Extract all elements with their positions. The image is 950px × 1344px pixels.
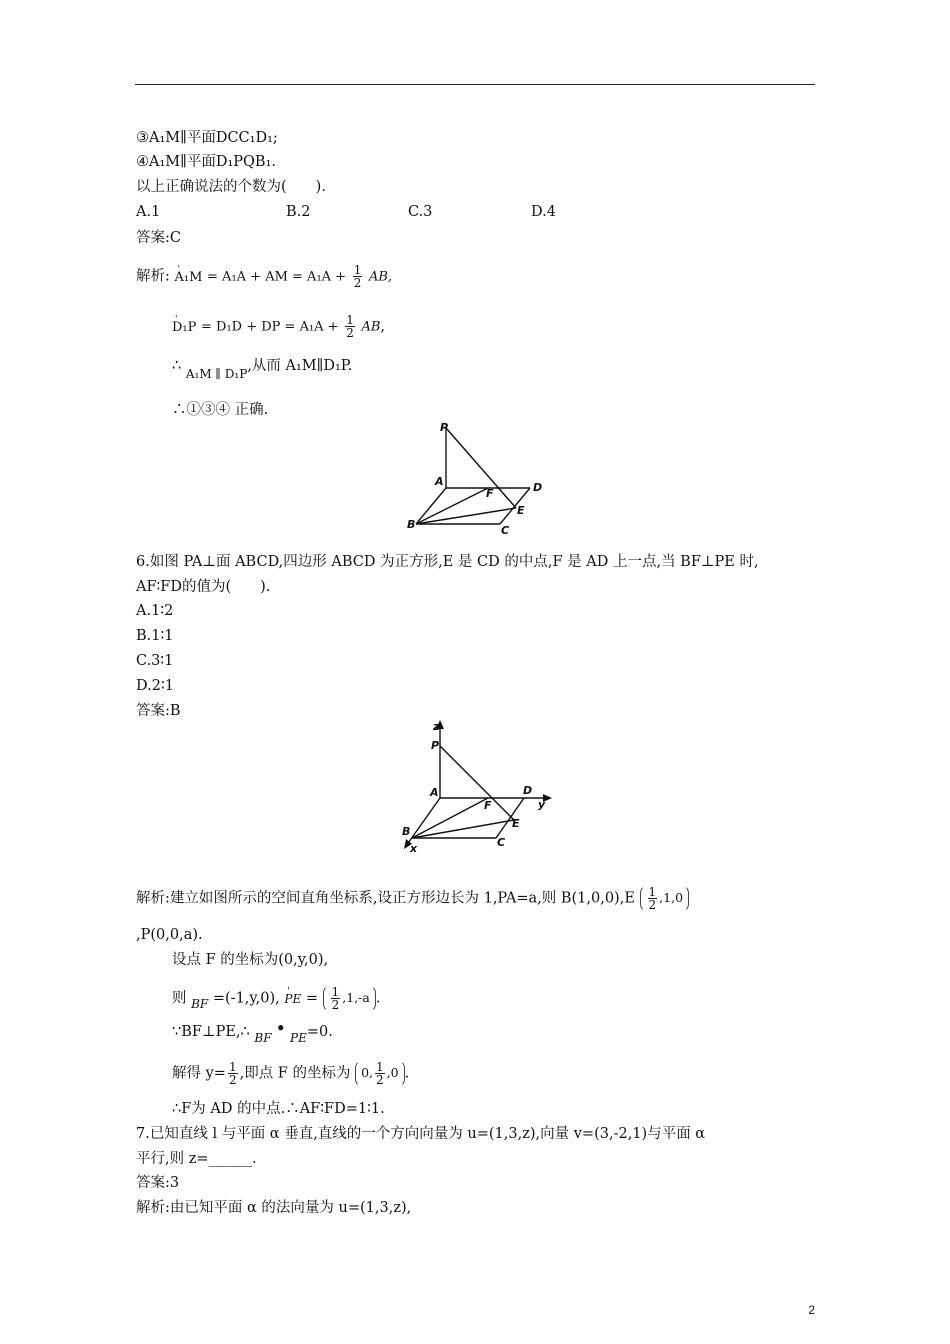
q6-answer: 答案:B <box>136 703 181 719</box>
q7-stem-line-1: 7.已知直线 l 与平面 α 垂直,直线的一个方向向量为 u=(1,3,z),向量 v=(3,-2,1)与平面 α <box>136 1126 706 1142</box>
q5-solution-line-1 <box>136 264 392 289</box>
q5-choice-a: A.1 <box>136 204 161 220</box>
axis-label-x: x <box>410 842 418 855</box>
dot-product-symbol: • <box>276 1020 286 1037</box>
f-coordinates: 0, $\frac{1}{2}$ ,0 <box>355 1060 405 1087</box>
label-e: E <box>517 504 525 517</box>
fraction-half: $\frac{1}{2}$ <box>353 263 362 290</box>
vector-pe: PE <box>290 1031 307 1045</box>
q6-choice-a: A.1∶2 <box>136 603 174 619</box>
q6-solution-line-1 <box>136 885 689 912</box>
vector-ab: AB <box>361 319 381 335</box>
q5-choice-b: B.2 <box>286 204 311 220</box>
equation-1: = A₁A + AM = A₁A + <box>207 269 347 285</box>
vector-d1p: ' D₁P <box>172 320 196 335</box>
q5-answer: 答案:C <box>136 230 181 246</box>
q6-stem-line-1: 6.如图 PA⊥面 ABCD,四边形 ABCD 为正方形,E 是 CD 的中点,F 是 AD 上一点,当 BF⊥PE 时, <box>136 554 759 570</box>
q6-solution-line-5: 解得 y= $\frac{1}{2}$ ,即点 F 的坐标为 0, $\frac{1}{2}$ ,0 . <box>172 1060 410 1087</box>
vector-bf: BF <box>254 1031 272 1045</box>
label-a: A <box>435 475 444 488</box>
axis-label-z: z <box>433 720 440 733</box>
q5-solution-line-3 <box>172 356 353 381</box>
e-coordinates: $\frac{1}{2}$ ,1,0 <box>640 885 690 912</box>
label-d: D <box>533 481 543 494</box>
q7-stem-line-2: 平行,则 z=______. <box>136 1151 257 1167</box>
label-a: A <box>430 786 439 799</box>
vector-bf: BF <box>191 996 209 1011</box>
q6-solution-line-1b: ,P(0,0,a). <box>136 927 203 943</box>
option-3: ③A₁M∥平面DCC₁D₁; <box>136 130 278 146</box>
label-b: B <box>402 825 411 838</box>
label-c: C <box>501 524 510 536</box>
therefore-symbol: ∴ <box>172 358 182 374</box>
equation-2: = D₁D + DP = A₁A + <box>201 319 339 335</box>
figure-pyramid-1 <box>400 418 560 536</box>
q6-choice-d: D.2∶1 <box>136 678 174 694</box>
fraction-half: $\frac{1}{2}$ <box>228 1060 237 1087</box>
q5-choice-c: C.3 <box>408 204 433 220</box>
q6-choice-c: C.3∶1 <box>136 653 174 669</box>
figure-pyramid-2-axes <box>396 716 562 856</box>
label-d: D <box>523 784 533 797</box>
label-f: F <box>486 487 494 500</box>
solution-label: 解析: <box>136 268 170 285</box>
q7-solution: 解析:由已知平面 α 的法向量为 u=(1,3,z), <box>136 1200 412 1216</box>
vector-ab: AB, <box>368 269 393 285</box>
q6-solution-line-6: ∴F为 AD 的中点.∴AF∶FD=1∶1. <box>172 1101 385 1117</box>
label-p: P <box>431 739 440 752</box>
q5-choice-d: D.4 <box>531 204 556 220</box>
q7-answer: 答案:3 <box>136 1175 180 1191</box>
label-e: E <box>512 817 520 830</box>
fraction-half: $\frac{1}{2}$ <box>346 313 354 340</box>
pe-coordinates: $\frac{1}{2}$ ,1,-a <box>323 985 376 1012</box>
vector-a1m: ' A₁M <box>175 270 203 285</box>
vector-pe: ' PE <box>284 992 301 1006</box>
q6-choice-b: B.1∶1 <box>136 628 174 644</box>
q6-solution-line-3: 则 $_{BF}$ =(-1,y,0), ' PE = $\frac{1}{2}$ ,1,-a . <box>172 985 380 1012</box>
q6-stem-line-2: AF∶FD的值为( ). <box>136 579 271 595</box>
q5-conclusion: ∴①③④ 正确. <box>172 402 269 418</box>
header-rule <box>135 84 815 85</box>
label-f: F <box>484 799 492 812</box>
q6-solution-line-4: ∵BF⊥PE,∴ $_{BF}$ • $_{PE}$=0. <box>172 1020 333 1045</box>
label-p: P <box>440 421 449 434</box>
option-4: ④A₁M∥平面D₁PQB₁. <box>136 154 276 170</box>
q5-conclusion-inline: ,从而 A₁M∥D₁P. <box>247 358 353 374</box>
label-c: C <box>497 836 506 849</box>
q6-solution-text: 解析:建立如图所示的空间直角坐标系,设正方形边长为 1,PA=a,则 B(1,0,0),E <box>136 890 635 907</box>
page-number: 2 <box>808 1303 815 1317</box>
axis-label-y: y <box>538 798 546 811</box>
q5-stem: 以上正确说法的个数为( ). <box>136 179 326 195</box>
q6-solution-line-2: 设点 F 的坐标为(0,y,0), <box>172 952 329 968</box>
q5-solution-line-2: ' D₁P = D₁D + DP = A₁A + $\frac{1}{2}$ AB, <box>172 314 385 339</box>
parallel-relation: A₁M ∥ D₁P <box>185 367 248 381</box>
label-b: B <box>407 518 416 531</box>
